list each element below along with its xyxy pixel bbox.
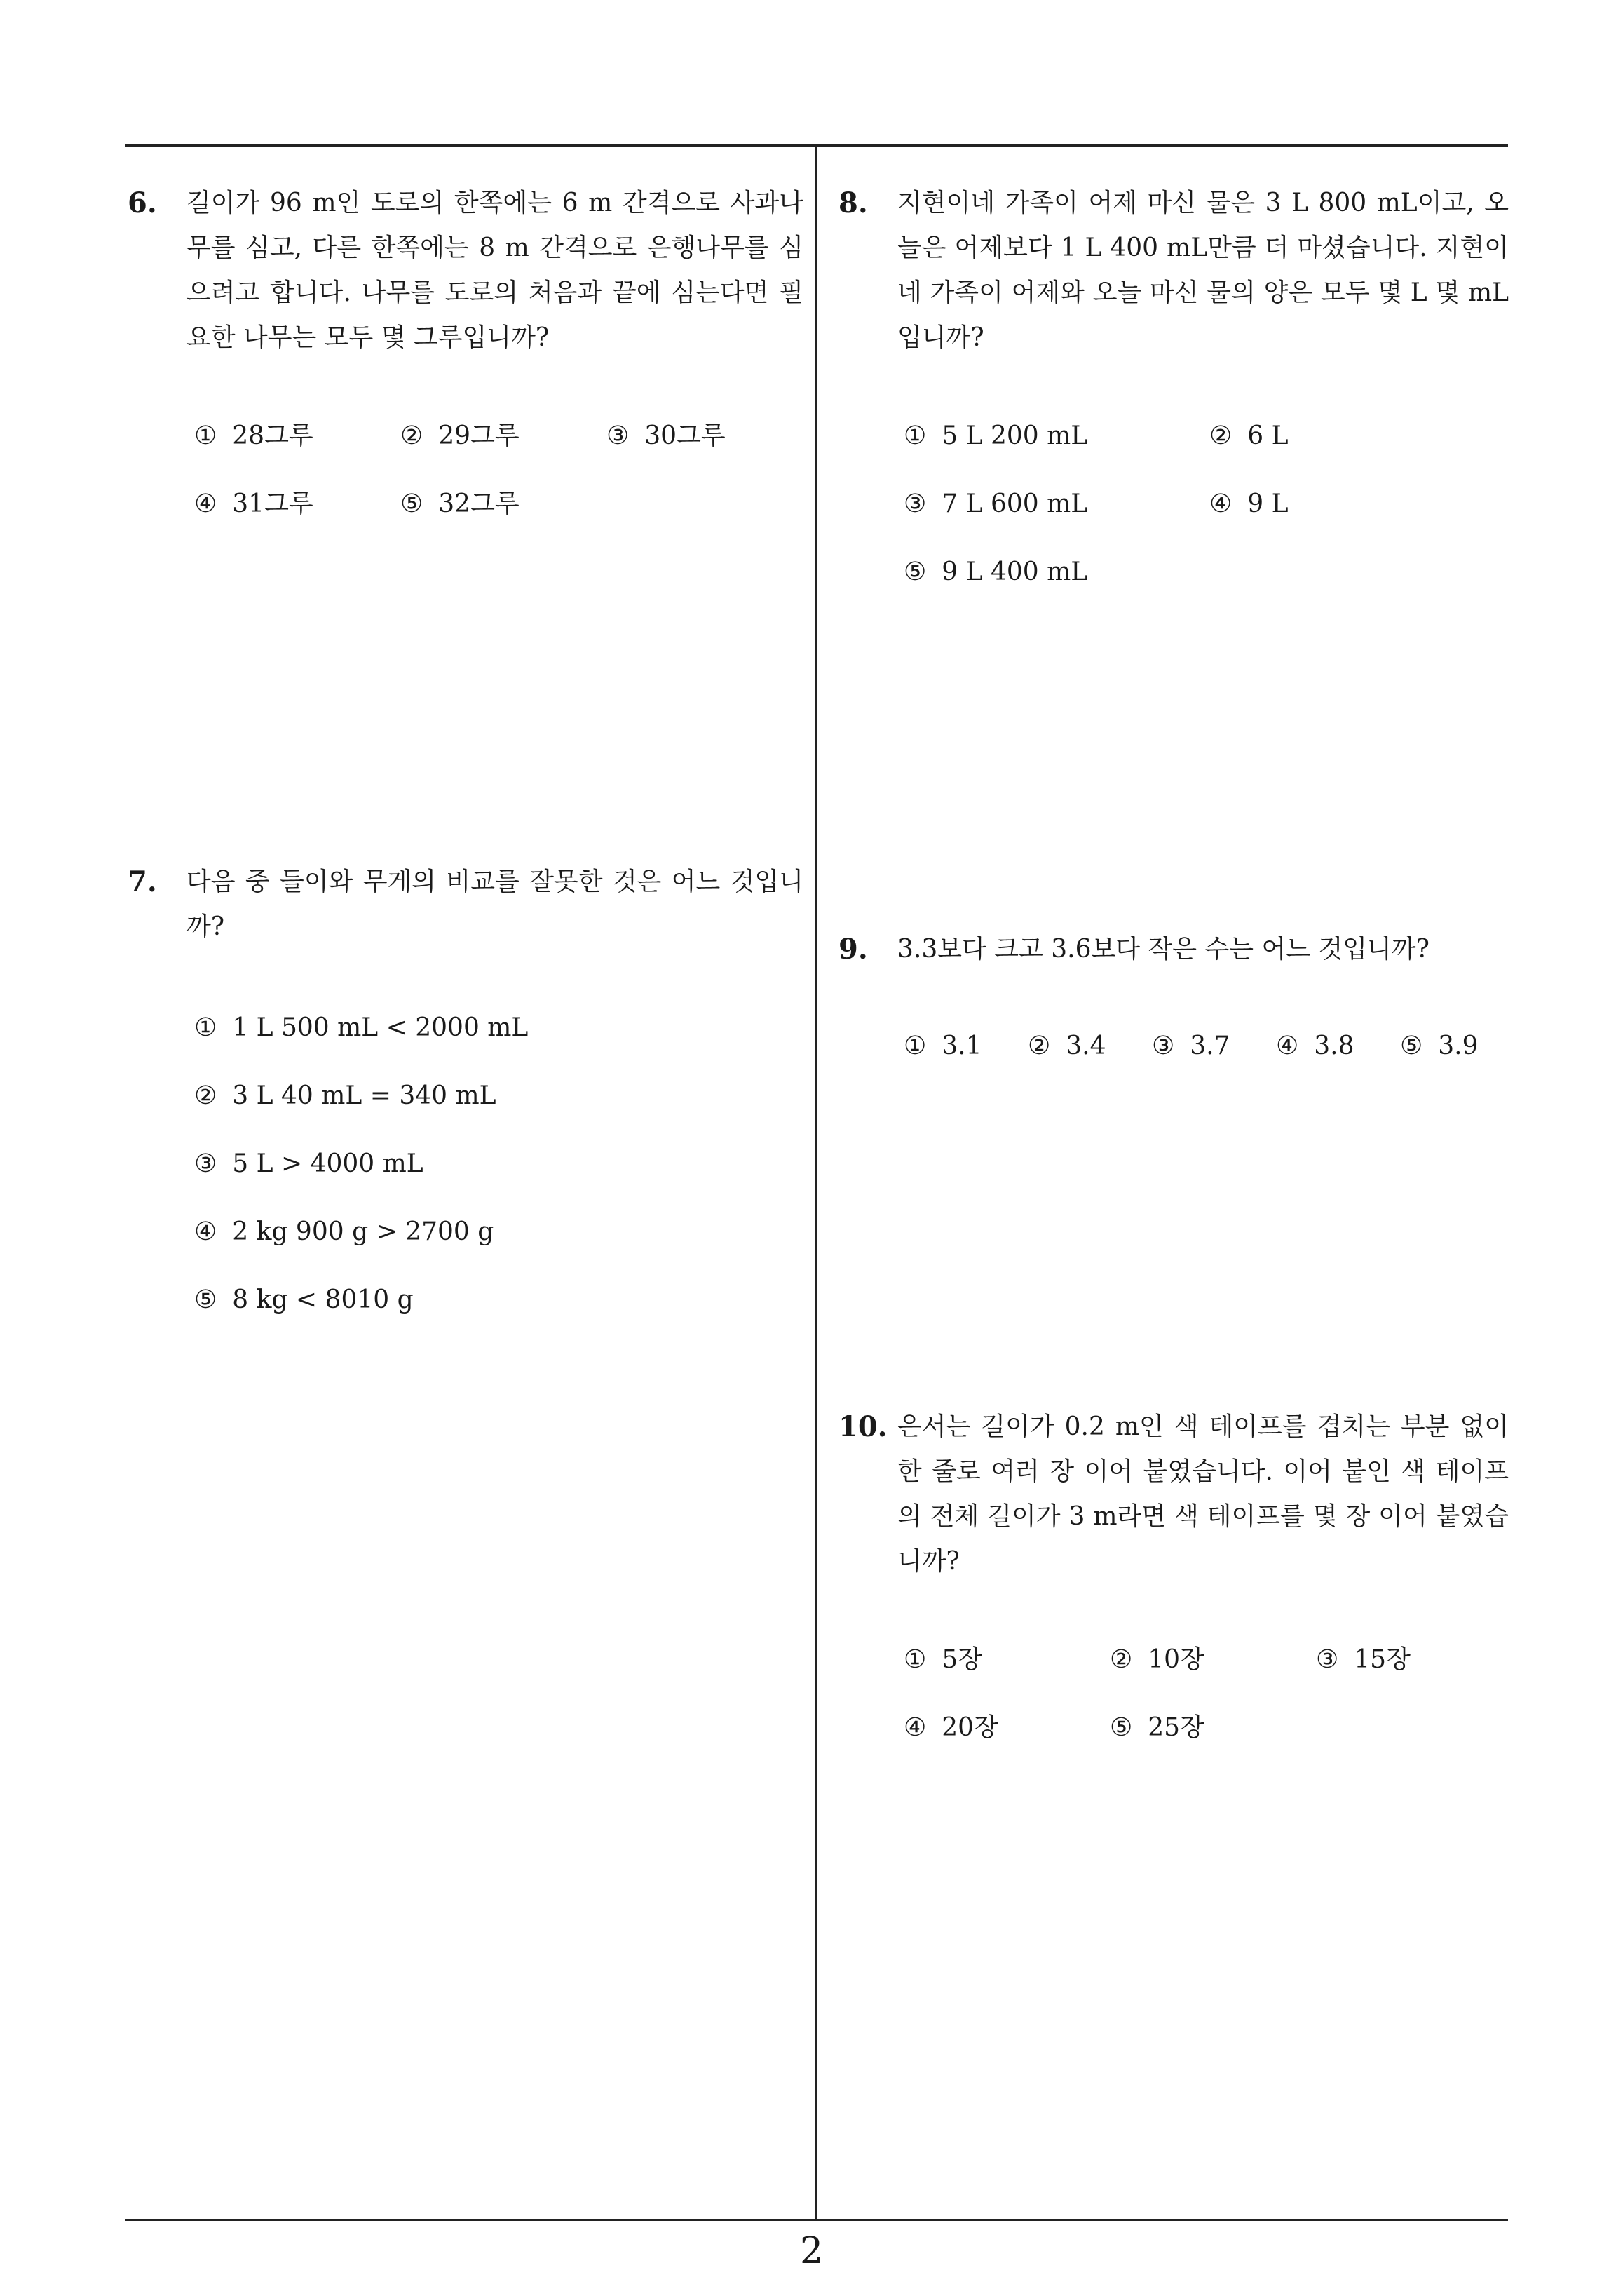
page-number: 2 <box>799 2230 824 2272</box>
choice-4[interactable] <box>194 485 313 524</box>
choice-2[interactable] <box>1110 1640 1204 1680</box>
choice-2[interactable] <box>1209 417 1289 456</box>
choice-1[interactable] <box>194 1008 528 1048</box>
question-6 <box>128 181 808 602</box>
choice-mark: ⑤ <box>1110 1713 1133 1742</box>
choice-4[interactable] <box>1276 1027 1354 1066</box>
choice-1[interactable] <box>904 417 1087 456</box>
question-number: 9. <box>838 933 868 966</box>
choice-text: 3.4 <box>1066 1032 1106 1060</box>
choice-mark: ② <box>1209 421 1232 450</box>
question-text: 길이가 96 m인 도로의 한쪽에는 6 m 간격으로 사과나무를 심고, 다른 한쪽에는 8 m 간격으로 은행나무를 심으려고 합니다. 나무를 도로의 처음과 끝에 심는다면 필요한 나무는 모두 몇 그루입니까? <box>186 189 803 352</box>
question-number: 10. <box>838 1410 888 1443</box>
choice-mark: ② <box>194 1081 217 1110</box>
choice-mark: ⑤ <box>904 558 927 586</box>
choice-text: 3.8 <box>1314 1032 1354 1060</box>
choice-mark: ③ <box>1152 1032 1175 1060</box>
choice-1[interactable] <box>194 417 313 456</box>
question-text: 은서는 길이가 0.2 m인 색 테이프를 겹치는 부분 없이 한 줄로 여러 장 이어 붙였습니다. 이어 붙인 색 테이프의 전체 길이가 3 m라면 색 테이프를 몇 장 이어 붙였습니까? <box>897 1412 1509 1576</box>
bottom-rule <box>125 2219 1508 2221</box>
choice-text: 3 L 40 mL = 340 mL <box>232 1081 496 1110</box>
choice-3[interactable] <box>904 485 1087 524</box>
choice-mark: ③ <box>904 489 927 518</box>
choice-mark: ② <box>1110 1645 1133 1674</box>
choice-5[interactable] <box>1400 1027 1479 1066</box>
question-number: 8. <box>838 187 868 220</box>
choice-2[interactable] <box>1028 1027 1106 1066</box>
choice-4[interactable] <box>1209 485 1289 524</box>
choice-mark: ④ <box>1209 489 1232 518</box>
choice-mark: ⑤ <box>1400 1032 1423 1060</box>
choice-4[interactable] <box>194 1213 494 1252</box>
choice-4[interactable] <box>904 1708 998 1748</box>
choice-text: 1 L 500 mL < 2000 mL <box>232 1013 529 1042</box>
choice-mark: ③ <box>606 421 630 450</box>
choice-5[interactable] <box>400 485 520 524</box>
choice-text: 15장 <box>1354 1645 1411 1674</box>
choice-mark: ④ <box>194 1217 217 1246</box>
choice-text: 9 L <box>1247 489 1289 518</box>
choice-3[interactable] <box>194 1144 423 1184</box>
choice-text: 30그루 <box>644 421 726 450</box>
choice-text: 7 L 600 mL <box>942 489 1088 518</box>
choice-2[interactable] <box>194 1076 496 1116</box>
choice-text: 3.9 <box>1438 1032 1479 1060</box>
choice-text: 9 L 400 mL <box>942 558 1088 586</box>
question-10 <box>838 1405 1512 1769</box>
choice-mark: ⑤ <box>400 489 423 518</box>
question-text: 지현이네 가족이 어제 마신 물은 3 L 800 mL이고, 오늘은 어제보다 1 L 400 mL만큼 더 마셨습니다. 지현이네 가족이 어제와 오늘 마신 물의 양은 모두 몇 L 몇 mL입니까? <box>897 189 1509 352</box>
choice-5[interactable] <box>194 1281 414 1320</box>
choice-text: 3.1 <box>942 1032 982 1060</box>
choice-text: 5 L 200 mL <box>942 421 1088 450</box>
choice-3[interactable] <box>606 417 726 456</box>
question-8 <box>838 181 1512 602</box>
choice-mark: ④ <box>1276 1032 1299 1060</box>
choice-text: 20장 <box>942 1713 998 1742</box>
choice-5[interactable] <box>904 553 1087 592</box>
choice-text: 29그루 <box>438 421 520 450</box>
choice-text: 8 kg < 8010 g <box>232 1285 414 1314</box>
choice-text: 31그루 <box>232 489 313 518</box>
choice-mark: ① <box>194 421 217 450</box>
choice-5[interactable] <box>1110 1708 1204 1748</box>
choice-text: 2 kg 900 g > 2700 g <box>232 1217 494 1246</box>
choice-text: 3.7 <box>1190 1032 1230 1060</box>
question-7 <box>128 860 808 1351</box>
choice-mark: ① <box>904 1032 927 1060</box>
choice-mark: ③ <box>1316 1645 1339 1674</box>
choice-text: 5 L > 4000 mL <box>232 1149 423 1178</box>
choice-text: 25장 <box>1148 1713 1204 1742</box>
choice-mark: ③ <box>194 1149 217 1178</box>
choice-text: 5장 <box>942 1645 982 1674</box>
choice-1[interactable] <box>904 1027 982 1066</box>
choice-mark: ⑤ <box>194 1285 217 1314</box>
choice-mark: ① <box>194 1013 217 1042</box>
choice-text: 28그루 <box>232 421 313 450</box>
choice-text: 10장 <box>1148 1645 1204 1674</box>
question-9 <box>838 927 1512 1095</box>
choice-text: 6 L <box>1247 421 1289 450</box>
choice-mark: ④ <box>904 1713 927 1742</box>
question-text: 3.3보다 크고 3.6보다 작은 수는 어느 것입니까? <box>897 935 1430 964</box>
choice-mark: ① <box>904 421 927 450</box>
choice-text: 32그루 <box>438 489 520 518</box>
choice-mark: ④ <box>194 489 217 518</box>
question-number: 6. <box>128 187 157 220</box>
choice-3[interactable] <box>1152 1027 1230 1066</box>
column-divider <box>815 144 817 2220</box>
choice-2[interactable] <box>400 417 520 456</box>
question-number: 7. <box>128 865 157 898</box>
choice-mark: ② <box>1028 1032 1051 1060</box>
choice-3[interactable] <box>1316 1640 1411 1680</box>
choice-mark: ② <box>400 421 423 450</box>
choice-mark: ① <box>904 1645 927 1674</box>
choice-1[interactable] <box>904 1640 982 1680</box>
question-text: 다음 중 들이와 무게의 비교를 잘못한 것은 어느 것입니까? <box>186 867 803 941</box>
